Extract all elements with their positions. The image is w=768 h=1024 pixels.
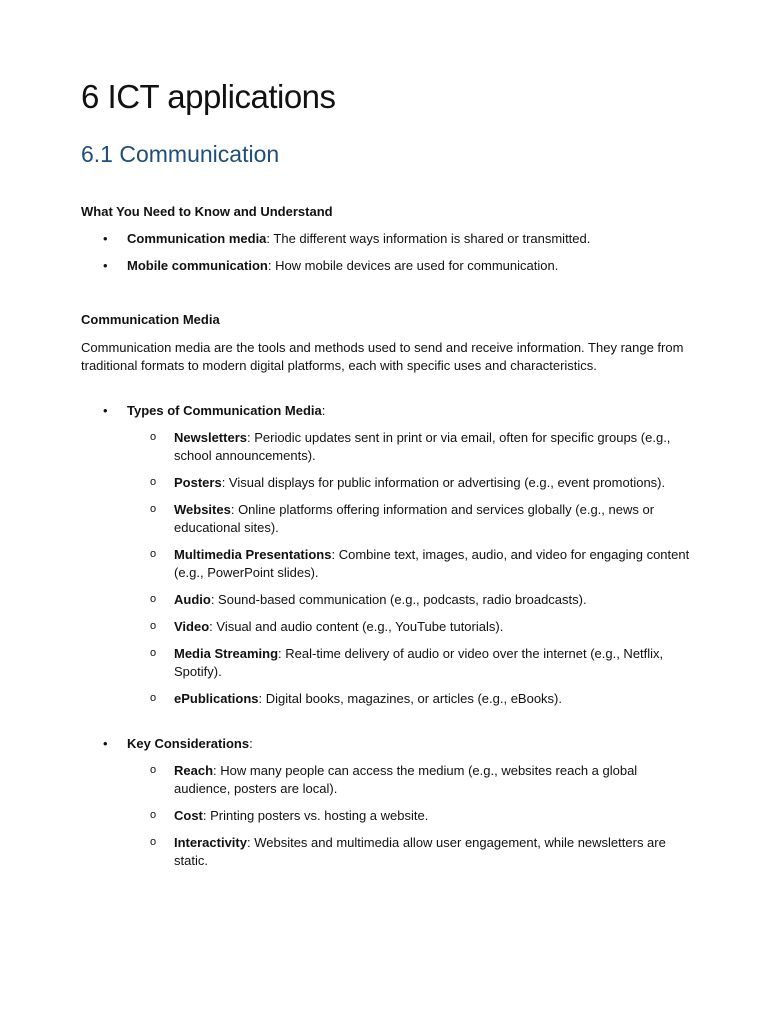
item-text: : Sound-based communication (e.g., podcasts, radio broadcasts). [210, 592, 587, 607]
item-term: Websites [174, 502, 231, 517]
considerations-list [81, 735, 691, 870]
item-text: : Visual and audio content (e.g., YouTube tutorials). [209, 619, 504, 634]
item-term: Media Streaming [174, 646, 279, 661]
item-text: : Periodic updates sent in print or via email, often for specific groups (e.g., school announcements). [174, 430, 671, 463]
list-item [81, 402, 691, 708]
item-text: : How many people can access the medium (e.g., websites reach a global audience, posters are local). [174, 763, 638, 796]
sublist-item [127, 690, 691, 708]
sublist-item [127, 591, 691, 609]
item-text: : Real-time delivery of audio or video over the internet (e.g., Netflix, Spotify). [174, 646, 664, 679]
item-text: : [321, 403, 326, 418]
media-heading: Communication Media [81, 312, 220, 327]
item-term: Newsletters [174, 430, 247, 445]
item-term: Interactivity [174, 835, 247, 850]
know-heading: What You Need to Know and Understand [81, 204, 333, 219]
item-text: : Online platforms offering information and services globally (e.g., news or educational sites). [174, 502, 655, 535]
know-list [81, 230, 691, 275]
item-term: Posters [174, 475, 222, 490]
media-intro: Communication media are the tools and methods used to send and receive information. They range from traditional formats to modern digital platforms, each with specific uses and characteristics. [81, 340, 684, 373]
sublist-item [127, 762, 691, 798]
item-term: Reach [174, 763, 214, 778]
item-term: ePublications [174, 691, 259, 706]
considerations-sublist [127, 762, 691, 870]
item-term: Multimedia Presentations [174, 547, 332, 562]
item-term: Types of Communication Media [127, 403, 322, 418]
section-title: 6.1 Communication [81, 141, 280, 167]
sublist-item [127, 618, 691, 636]
sublist-item [127, 501, 691, 537]
item-text: : Digital books, magazines, or articles (e.g., eBooks). [258, 691, 562, 706]
item-text: : Visual displays for public information or advertising (e.g., event promotions). [221, 475, 666, 490]
sublist-item [127, 807, 691, 825]
types-list [81, 402, 691, 708]
item-term: Cost [174, 808, 203, 823]
list-item [81, 257, 691, 275]
item-text: : Printing posters vs. hosting a website. [202, 808, 429, 823]
sublist-item [127, 474, 691, 492]
item-term: Key Considerations [127, 736, 250, 751]
item-text: : How mobile devices are used for communication. [267, 258, 559, 273]
item-term: Video [174, 619, 210, 634]
sublist-item [127, 429, 691, 465]
sublist-item [127, 546, 691, 582]
sublist-item [127, 834, 691, 870]
document-body [81, 203, 691, 870]
item-text: : [249, 736, 253, 751]
item-term: Audio [174, 592, 211, 607]
list-item [81, 735, 691, 870]
item-term: Mobile communication [127, 258, 268, 273]
types-sublist [127, 429, 691, 708]
sublist-item [127, 645, 691, 681]
list-item [81, 230, 691, 248]
item-text: : Combine text, images, audio, and video for engaging content (e.g., PowerPoint slides). [174, 547, 690, 580]
chapter-heading: 6 ICT applications [81, 78, 336, 115]
item-text: : Websites and multimedia allow user engagement, while newsletters are static. [174, 835, 666, 868]
item-text: : The different ways information is shared or transmitted. [266, 231, 591, 246]
item-term: Communication media [127, 231, 267, 246]
